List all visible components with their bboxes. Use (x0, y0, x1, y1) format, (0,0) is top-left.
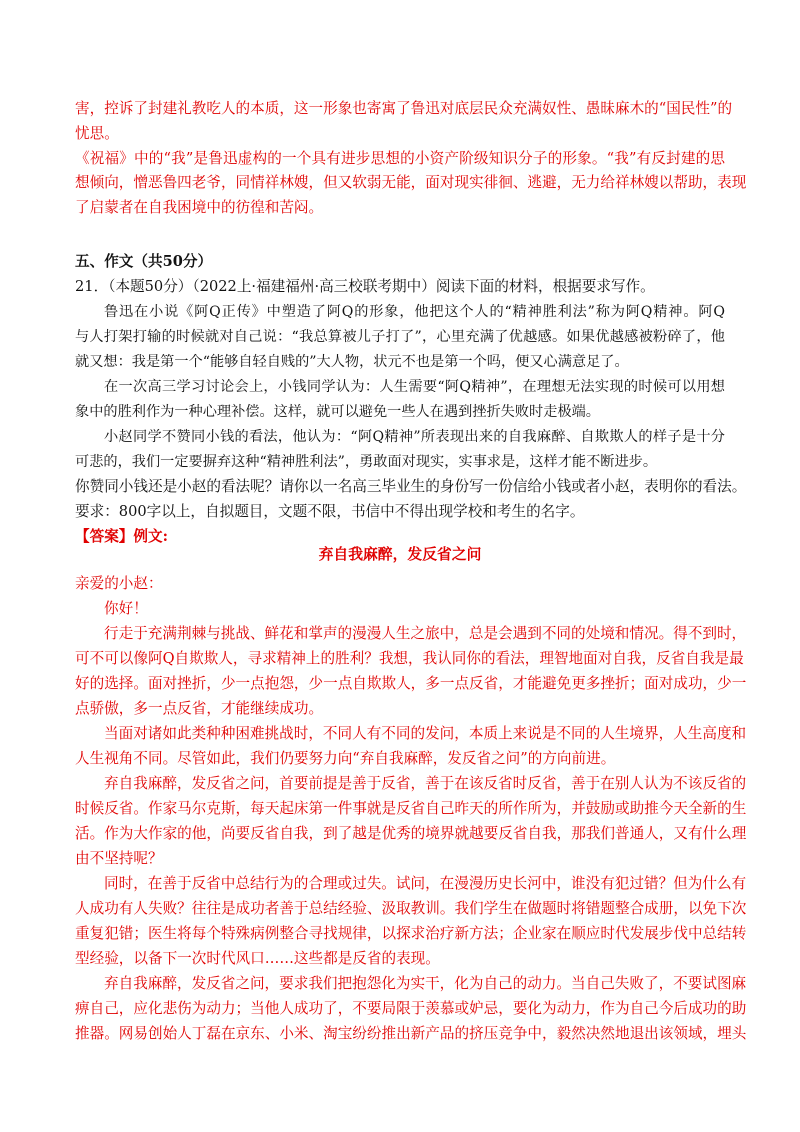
answer-prev-line: 了启蒙者在自我困境中的彷徨和苦闷。 (75, 199, 324, 216)
essay-line: 好的选择。面对挫折，少一点抱怨，少一点自欺欺人，多一点反省，才能避免更多挫折；面对成功，少一 (75, 675, 747, 692)
essay-line: 当面对诸如此类种种困难挑战时，不同人有不同的发问，本质上来说是不同的人生境界，人生高度和 (104, 725, 747, 742)
question-line: 21．（本题50分）（2022上·福建福州·高三校联考期中）阅读下面的材料，根据要求写作。 (75, 278, 655, 295)
essay-line: 活。作为大作家的他，尚要反省自我，到了越是优秀的境界就越要反省自我，那我们普通人，又有什么理 (75, 825, 747, 842)
essay-line: 弃自我麻醉，发反省之问，首要前提是善于反省，善于在该反省时反省，善于在别人认为不该反省的 (104, 775, 747, 792)
essay-line: 同时，在善于反省中总结行为的合理或过失。试问，在漫漫历史长河中，谁没有犯过错？但为什么有 (104, 875, 747, 892)
material-line: 小赵同学不赞同小钱的看法，他认为：“阿Q精神”所表现出来的自我麻醉、自欺欺人的样子是十分 (104, 429, 725, 445)
essay-line: 人生视角不同。尽管如此，我们仍要努力向“弃自我麻醉，发反省之问”的方向前进。 (75, 750, 616, 767)
greeting: 你好！ (104, 600, 148, 617)
answer-tag-row (75, 527, 168, 547)
material-line: 鲁迅在小说《阿Q正传》中塑造了阿Q的形象，他把这个人的“精神胜利法”称为阿Q精神。阿Q (104, 304, 725, 320)
essay-line: 型经验，以备下一次时代风口……这些都是反省的表现。 (75, 950, 440, 967)
essay-line: 推器。网易创始人丁磊在京东、小米、淘宝纷纷推出新产品的挤压竞争中，毅然决然地退出该领域，埋头 (75, 1025, 747, 1042)
prompt-line: 要求：800字以上，自拟题目，文题不限，书信中不得出现学校和考生的名字。 (75, 503, 585, 520)
salutation: 亲爱的小赵： (75, 575, 163, 592)
answer-prev-line: 害，控诉了封建礼教吃人的本质，这一形象也寄寓了鲁迅对底层民众充满奴性、愚昧麻木的“国民性”的 (75, 100, 733, 117)
material-line: 就又想：我是第一个“能够自轻自贱的”大人物，状元不也是第一个吗，便又心满意足了。 (75, 354, 629, 370)
prompt-line: 你赞同小钱还是小赵的看法呢？请你以一名高三毕业生的身份写一份信给小钱或者小赵，表明你的看法。 (75, 478, 747, 495)
material-line: 在一次高三学习讨论会上，小钱同学认为：人生需要“阿Q精神”，在理想无法实现的时候可以用想 (104, 379, 725, 395)
essay-line: 可不可以像阿Q自欺欺人，寻求精神上的胜利？我想，我认同你的看法，理智地面对自我，反省自我是最 (75, 650, 744, 667)
material-line: 与人打架打输的时候就对自己说：“我总算被儿子打了”，心里充满了优越感。如果优越感被粉碎了，他 (75, 329, 725, 345)
answer-prev-line: 《祝福》中的“我”是鲁迅虚构的一个具有进步思想的小资产阶级知识分子的形象。“我”有反封建的思 (75, 150, 725, 167)
material-line: 象中的胜利作为一种心理补偿。这样，就可以避免一些人在遇到挫折失败时走极端。 (75, 404, 600, 420)
essay-line: 由不坚持呢？ (75, 850, 163, 867)
answer-prev-line: 忧思。 (75, 125, 119, 142)
material-line: 可悲的，我们一定要摒弃这种“精神胜利法”，勇敢面对现实，实事求是，这样才能不断进步。 (75, 454, 658, 470)
essay-line: 弃自我麻醉，发反省之问，要求我们把抱怨化为实干，化为自己的动力。当自己失败了，不要试图麻 (104, 975, 747, 992)
essay-line: 点骄傲，多一点反省，才能继续成功。 (75, 700, 324, 717)
essay-line: 人成功有人失败？往往是成功者善于总结经验、汲取教训。我们学生在做题时将错题整合成册，以免下次 (75, 900, 747, 917)
essay-line: 行走于充满荆棘与挑战、鲜花和掌声的漫漫人生之旅中，总是会遇到不同的处境和情况。得不到时， (104, 625, 747, 642)
essay-title: 弃自我麻醉，发反省之问 (318, 546, 482, 563)
answer-tag: 【答案】 (75, 528, 134, 545)
essay-line: 时候反省。作家马尔克斯，每天起床第一件事就是反省自己昨天的所作所为，并鼓励或助推今天全新的生 (75, 800, 747, 817)
section-heading: 五、作文（共50分） (75, 253, 213, 270)
answer-example-label: 例文: (133, 528, 168, 545)
essay-line: 重复犯错；医生将每个特殊病例整合寻找规律，以探求治疗新方法；企业家在顺应时代发展步伐中总结转 (75, 925, 747, 942)
answer-prev-line: 想倾向，憎恶鲁四老爷，同情祥林嫂，但又软弱无能，面对现实徘徊、逃避，无力给祥林嫂以帮助，表现 (75, 174, 747, 191)
essay-line: 痹自己，应化悲伤为动力；当他人成功了，不要局限于羡慕或妒忌，要化为动力，作为自己今后成功的助 (75, 1000, 747, 1017)
